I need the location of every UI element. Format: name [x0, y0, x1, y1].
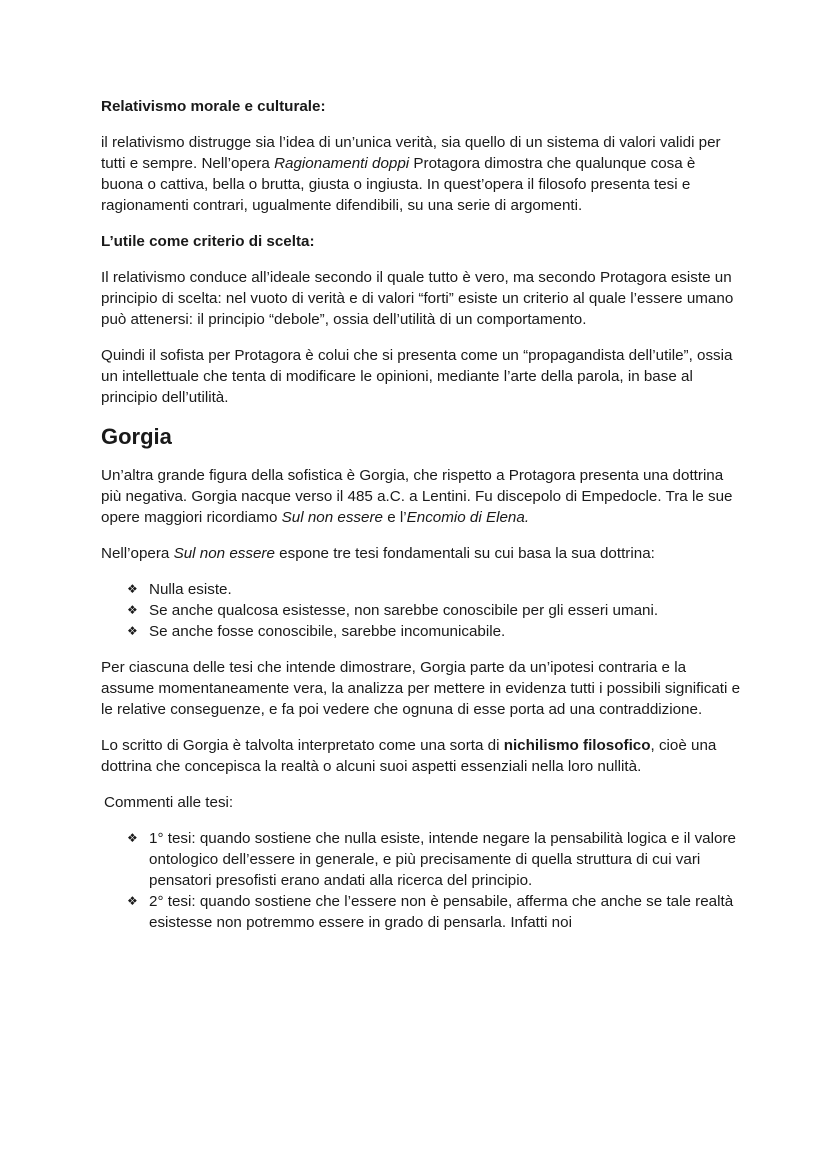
- paragraph-utile-2: Quindi il sofista per Protagora è colui che si presenta come un “propagandista dell’utile”, ossia un intellettuale che tenta di modificare le opinioni, mediante l’arte della parola, in base al principio dell’utilità.: [101, 347, 733, 406]
- list-item-text: 1° tesi: quando sostiene che nulla esiste, intende negare la pensabilità logica e il valore ontologico dell’essere in generale, e più precisamente di quella struttura di cui vari pensatori presofisti erano andati alla ricerca del principio.: [149, 830, 736, 889]
- bold-term: nichilismo filosofico: [503, 737, 651, 754]
- list-item: [127, 579, 741, 600]
- italic-title: Encomio di Elena.: [406, 509, 530, 526]
- paragraph-utile-1: Il relativismo conduce all’ideale secondo il quale tutto è vero, ma secondo Protagora esiste un principio di scelta: nel vuoto di verità e di valori “forti” esiste un criterio al quale l’essere umano può attenersi: il principio “debole”, ossia dell’utilità di un comportamento.: [101, 269, 734, 328]
- list-item: [127, 621, 741, 642]
- list-item: [127, 891, 741, 933]
- italic-title: Sul non essere: [281, 509, 383, 526]
- paragraph-relativismo: [101, 132, 741, 216]
- section-heading-relativismo: Relativismo morale e culturale:: [101, 98, 326, 115]
- diamond-bullet-icon: ❖: [127, 624, 138, 638]
- diamond-bullet-icon: ❖: [127, 582, 138, 596]
- text-run: il relativismo distrugge sia l’idea di un’unica verità, sia quello di un sistema di valori validi per tutti e sempre. Nell’opera: [101, 134, 721, 172]
- text-run: Un’altra grande figura della sofistica è Gorgia, che rispetto a Protagora presenta una dottrina più negativa. Gorgia nacque verso il 485 a.C. a Lentini. Fu discepolo di Empedocle. Tra le sue opere maggiori ricordiamo: [101, 467, 733, 526]
- section-title-gorgia: Gorgia: [101, 424, 172, 449]
- italic-title: Sul non essere: [173, 545, 275, 562]
- comments-label: Commenti alle tesi:: [104, 794, 234, 811]
- text-run: Protagora dimostra che qualunque cosa è buona o cattiva, bella o brutta, giusta o ingiusta. In quest’opera il filosofo presenta tesi e ragionamenti contrari, ugualmente difendibili, su una serie di argomenti.: [101, 155, 696, 214]
- diamond-bullet-icon: ❖: [127, 603, 138, 617]
- list-item-text: Nulla esiste.: [149, 581, 232, 598]
- paragraph-nichilismo: [101, 735, 741, 777]
- paragraph-gorgia-opera: [101, 543, 741, 564]
- text-run: , cioè una dottrina che concepisca la realtà o alcuni suoi aspetti essenziali nella loro nullità.: [101, 737, 717, 775]
- list-item: [127, 828, 741, 891]
- theses-list: [101, 579, 741, 642]
- diamond-bullet-icon: ❖: [127, 894, 138, 908]
- text-run: Nell’opera: [101, 545, 174, 562]
- diamond-bullet-icon: ❖: [127, 831, 138, 845]
- text-run: e l’: [382, 509, 407, 526]
- document-page: [101, 96, 741, 948]
- list-item-text: Se anche qualcosa esistesse, non sarebbe conoscibile per gli esseri umani.: [149, 602, 659, 619]
- text-run: espone tre tesi fondamentali su cui basa la sua dottrina:: [274, 545, 655, 562]
- paragraph-gorgia-method: Per ciascuna delle tesi che intende dimostrare, Gorgia parte da un’ipotesi contraria e la assume momentaneamente vera, la analizza per mettere in evidenza tutti i possibili significati e le relative conseguenze, e fa poi vedere che ognuna di esse porta ad una contraddizione.: [101, 659, 741, 718]
- comments-list: [101, 828, 741, 933]
- list-item: [127, 600, 741, 621]
- paragraph-gorgia-intro: [101, 465, 741, 528]
- section-heading-utile: L’utile come criterio di scelta:: [101, 233, 315, 250]
- list-item-text: 2° tesi: quando sostiene che l’essere non è pensabile, afferma che anche se tale realtà esistesse non potremmo essere in grado di pensarla. Infatti noi: [149, 893, 734, 931]
- text-run: Lo scritto di Gorgia è talvolta interpretato come una sorta di: [101, 737, 504, 754]
- list-item-text: Se anche fosse conoscibile, sarebbe incomunicabile.: [149, 623, 506, 640]
- italic-title: Ragionamenti doppi: [274, 155, 410, 172]
